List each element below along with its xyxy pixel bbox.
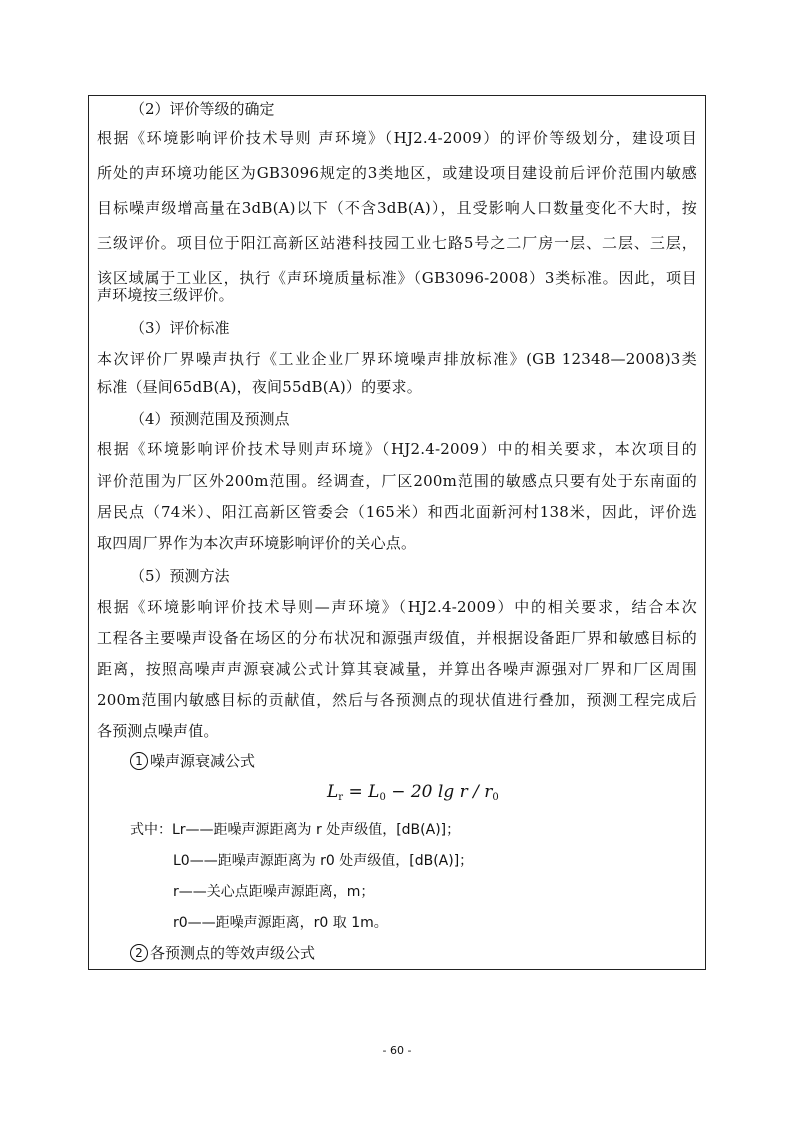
formula-L0: L <box>368 782 380 802</box>
page-number: - 60 - <box>382 1044 412 1057</box>
def-line-4: r0——距噪声源距离，r0 取 1m。 <box>173 915 388 931</box>
s3-line-2: 标准（昼间65dB(A)，夜间55dB(A)）的要求。 <box>97 378 422 396</box>
item-2-label: 各预测点的等效声级公式 <box>150 944 316 962</box>
s3-line-1: 本次评价厂界噪声执行《工业企业厂界环境噪声排放标准》(GB 12348—2008)3类 <box>97 350 697 368</box>
circled-number-2: 2 <box>130 944 148 962</box>
formula-zero-sub: 0 <box>379 792 386 803</box>
s5-line-1: 根据《环境影响评价技术导则—声环境》（HJ2.4-2009）中的相关要求，结合本次 <box>97 598 697 616</box>
section-2-heading: （2）评价等级的确定 <box>130 100 275 118</box>
s4-line-1: 根据《环境影响评价技术导则声环境》（HJ2.4-2009）中的相关要求，本次项目的 <box>97 440 697 458</box>
section-4-heading: （4）预测范围及预测点 <box>130 410 290 428</box>
s5-line-4: 200m范围内敏感目标的贡献值，然后与各预测点的现状值进行叠加，预测工程完成后 <box>97 691 697 709</box>
def-line-1: 式中：Lr——距噪声源距离为 r 处声级值，[dB(A)]； <box>130 822 461 838</box>
section-5-heading: （5）预测方法 <box>130 567 230 585</box>
s2-line-2: 所处的声环境功能区为GB3096规定的3类地区，或建设项目建设前后评价范围内敏感 <box>97 164 697 182</box>
attenuation-formula <box>327 782 499 803</box>
formula-r0-sub: 0 <box>492 792 499 803</box>
s4-line-2: 评价范围为厂区外200m范围。经调查，厂区200m范围的敏感点只要有处于东南面的 <box>97 472 697 490</box>
s2-line-1: 根据《环境影响评价技术导则 声环境》（HJ2.4-2009）的评价等级划分，建设项目 <box>97 129 697 147</box>
item-1-label: 噪声源衰减公式 <box>150 752 256 770</box>
section-3-heading: （3）评价标准 <box>130 319 230 337</box>
s2-line-6: 声环境按三级评价。 <box>97 286 234 304</box>
s5-line-2: 工程各主要噪声设备在场区的分布状况和源强声级值，并根据设备距厂界和敏感目标的 <box>97 629 697 647</box>
item-1-heading <box>130 751 255 771</box>
formula-eq: = <box>343 782 369 802</box>
formula-r-sub: r <box>338 792 344 803</box>
s2-line-5: 该区域属于工业区，执行《声环境质量标准》（GB3096-2008）3类标准。因此，项目 <box>97 269 697 287</box>
def-line-3: r——关心点距噪声源距离，m； <box>173 884 375 900</box>
s2-line-3: 目标噪声级增高量在3dB(A)以下（不含3dB(A)），且受影响人口数量变化不大时，按 <box>97 199 697 217</box>
def-line-2: L0——距噪声源距离为 r0 处声级值，[dB(A)]； <box>173 853 474 869</box>
s2-line-4: 三级评价。项目位于阳江高新区站港科技园工业七路5号之二厂房一层、二层、三层， <box>97 234 697 252</box>
s4-line-3: 居民点（74米）、阳江高新区管委会（165米）和西北面新河村138米，因此，评价选 <box>97 503 697 521</box>
formula-L: L <box>327 782 339 802</box>
s5-line-3: 距离，按照高噪声声源衰减公式计算其衰减量，并算出各噪声源强对厂界和厂区周围 <box>97 660 697 678</box>
item-2-heading <box>130 943 315 963</box>
circled-number-1: 1 <box>130 752 148 770</box>
s5-line-5: 各预测点噪声值。 <box>97 722 219 740</box>
formula-minus-term: − 20 lg r / r <box>385 782 493 802</box>
s4-line-4: 取四周厂界作为本次声环境影响评价的关心点。 <box>97 534 417 552</box>
